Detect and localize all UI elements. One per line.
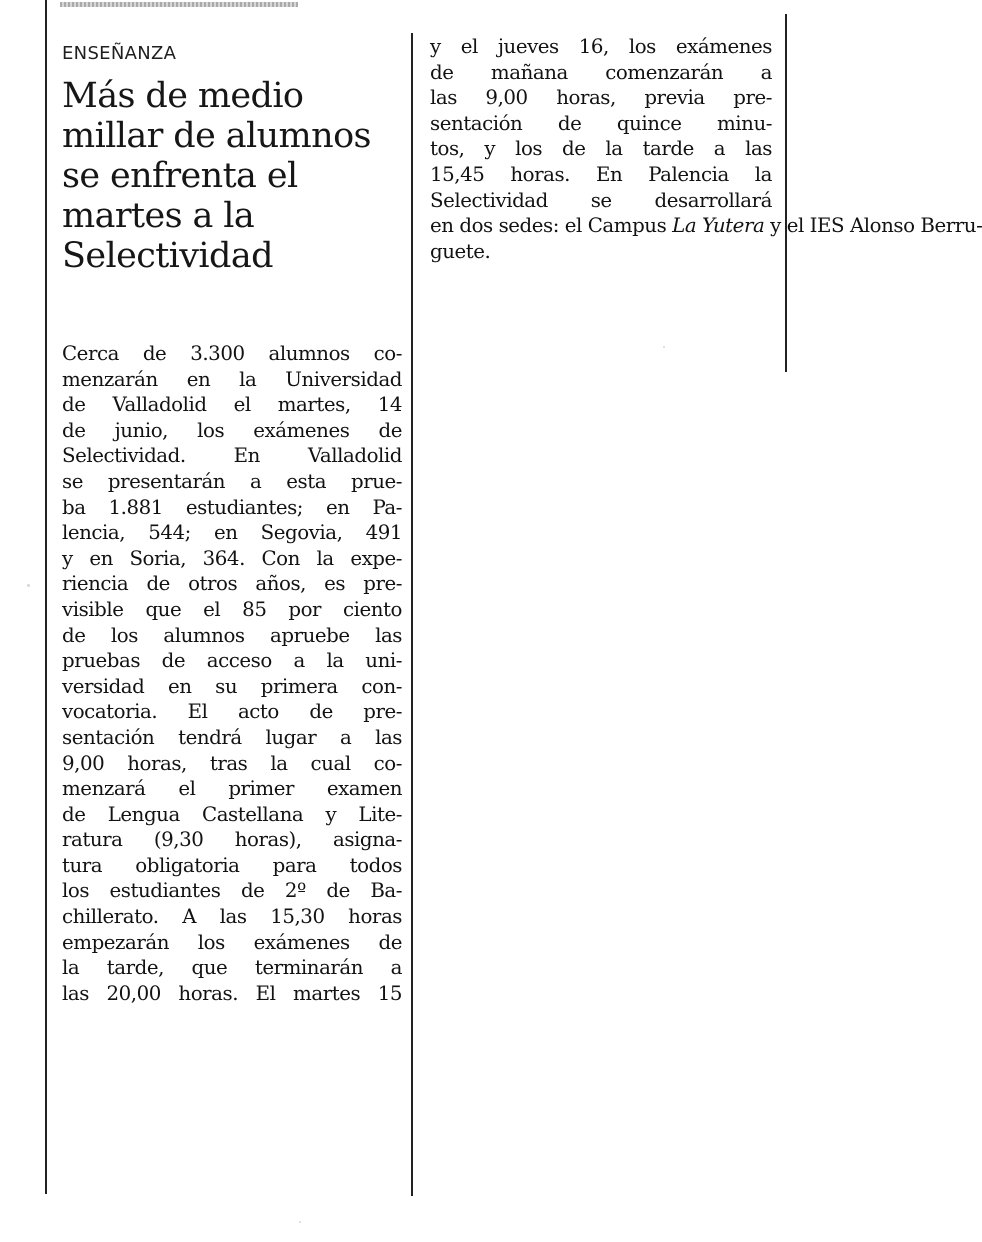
headline bbox=[62, 76, 412, 276]
body-line: empezarán los exámenes de bbox=[62, 930, 402, 954]
body-line: 9,00 horas, tras la cual co- bbox=[62, 751, 402, 775]
body-line: de mañana comenzarán a bbox=[430, 60, 772, 84]
body-line: y el jueves 16, los exámenes bbox=[430, 35, 772, 58]
body-line: versidad en su primera con- bbox=[62, 674, 402, 698]
body-line: Selectividad se desarrollará bbox=[430, 188, 772, 212]
body-line: chillerato. A las 15,30 horas bbox=[62, 905, 402, 929]
body-line: las 9,00 horas, previa pre- bbox=[430, 86, 772, 110]
headline-line: millar de alumnos bbox=[62, 116, 371, 156]
headline-line: se enfrenta el bbox=[62, 156, 298, 196]
scan-speck bbox=[663, 346, 665, 348]
body-line: visible que el 85 por ciento bbox=[62, 597, 402, 621]
institute-line-text: y el IES Alonso Berru- bbox=[764, 214, 982, 238]
body-line: de los alumnos apruebe las bbox=[62, 623, 402, 647]
left-column-rule bbox=[45, 0, 47, 1194]
body-line: Cerca de 3.300 alumnos co- bbox=[62, 342, 402, 365]
body-line: 15,45 horas. En Palencia la bbox=[430, 162, 772, 186]
headline-line: Selectividad bbox=[62, 236, 273, 276]
body-line: la tarde, que terminarán a bbox=[62, 956, 402, 980]
article-body-right-column bbox=[430, 34, 982, 264]
body-line: tura obligatoria para todos bbox=[62, 853, 402, 877]
campus-line-text: en dos sedes: el Campus bbox=[430, 214, 667, 238]
body-line: y en Soria, 364. Con la expe- bbox=[62, 546, 402, 570]
body-line: ba 1.881 estudiantes; en Pa- bbox=[62, 495, 402, 519]
scan-artifact bbox=[60, 2, 298, 7]
section-label: ENSEÑANZA bbox=[62, 43, 177, 64]
body-line: sentación tendrá lugar a las bbox=[62, 725, 402, 749]
body-line: ratura (9,30 horas), asigna- bbox=[62, 828, 402, 852]
body-line: se presentarán a esta prue- bbox=[62, 469, 402, 493]
headline-line: Más de medio bbox=[62, 76, 304, 116]
right-column-rule bbox=[785, 14, 787, 372]
article-body-left-column bbox=[62, 341, 402, 1006]
body-line: las 20,00 horas. El martes 15 bbox=[62, 981, 402, 1005]
body-line: de junio, los exámenes de bbox=[62, 418, 402, 442]
body-line: pruebas de acceso a la uni- bbox=[62, 649, 402, 673]
body-line: lencia, 544; en Segovia, 491 bbox=[62, 521, 402, 545]
campus-name: La Yutera bbox=[672, 214, 765, 238]
headline-line: martes a la bbox=[62, 196, 255, 236]
body-line: de Lengua Castellana y Lite- bbox=[62, 802, 402, 826]
body-line: menzará el primer examen bbox=[62, 777, 402, 801]
campus-line bbox=[430, 213, 982, 239]
body-line: sentación de quince minu- bbox=[430, 111, 772, 135]
scan-speck bbox=[27, 584, 30, 587]
body-line: riencia de otros años, es pre- bbox=[62, 572, 402, 596]
body-line: Selectividad. En Valladolid bbox=[62, 444, 402, 468]
body-line: de Valladolid el martes, 14 bbox=[62, 393, 402, 417]
body-line: tos, y los de la tarde a las bbox=[430, 137, 772, 161]
body-line: vocatoria. El acto de pre- bbox=[62, 700, 402, 724]
body-line: menzarán en la Universidad bbox=[62, 367, 402, 391]
body-line: guete. bbox=[430, 239, 491, 263]
scan-speck bbox=[299, 1221, 301, 1223]
body-line: los estudiantes de 2º de Ba- bbox=[62, 879, 402, 903]
